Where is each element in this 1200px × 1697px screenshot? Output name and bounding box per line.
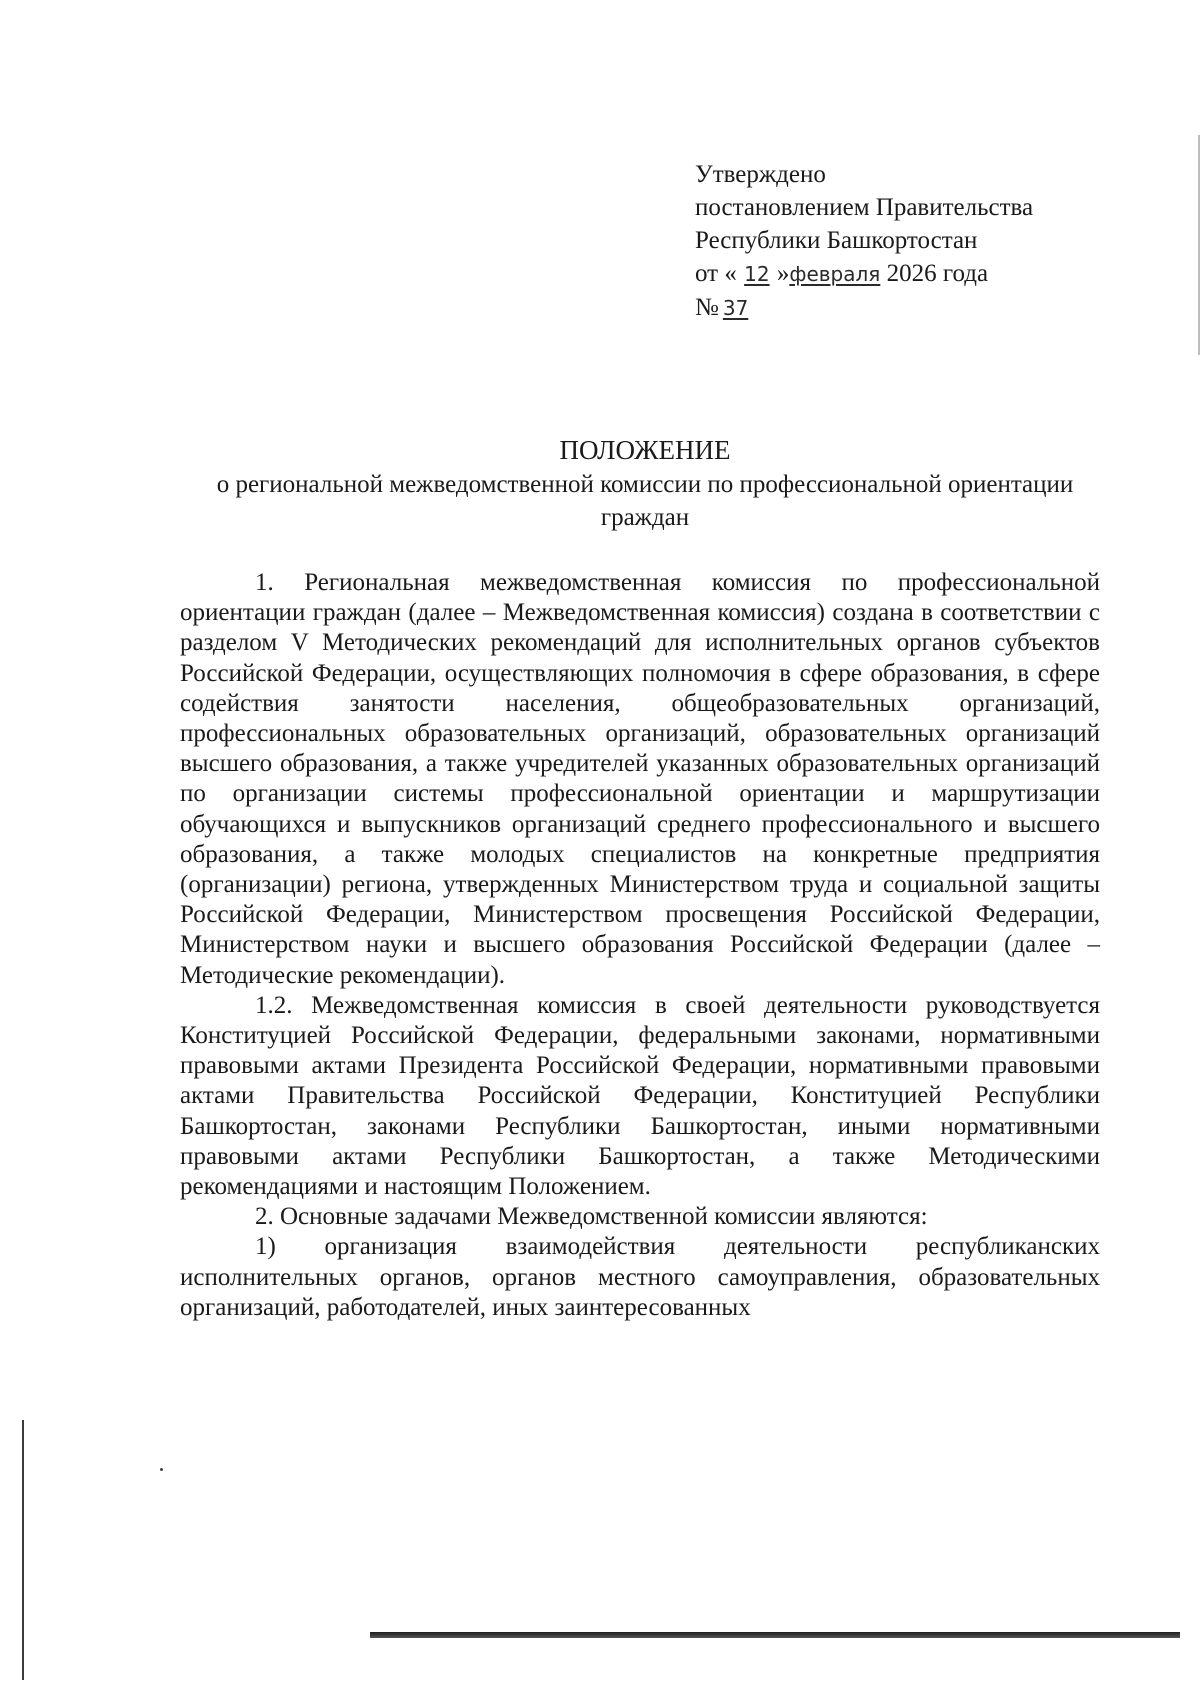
approval-line-resolution: постановлением Правительства	[695, 194, 1034, 221]
scan-speck	[160, 1468, 163, 1471]
approval-date-line	[695, 257, 1033, 291]
paragraph-1: 1. Региональная межведомственная комиссия по профессиональной ориентации граждан (далее – Межведомственная комиссия) создана в соответствии с разделом V Методических рекомендаций для исполнительных органов субъектов Российской Федерации, осуществляющих полномочия в сфере образования, в сфере содействия занятости населения, общеобразовательных организаций, профессиональных образовательных организаций, образовательных организаций высшего образования, а также учредителей указанных образовательных организаций по организации системы профессиональной ориентации и маршрутизации обучающихся и выпускников организаций среднего профессионального и высшего образования, а также молодых специалистов на конкретные предприятия (организации) региона, утвержденных Министерством труда и социальной защиты Российской Федерации, Министерством просвещения Российской Федерации, Министерством науки и высшего образования Российской Федерации (далее – Методические рекомендации).	[180, 569, 1100, 989]
number-value: 37	[722, 296, 749, 320]
date-prefix: от «	[695, 260, 737, 287]
date-separator: »	[776, 260, 790, 287]
document-subtitle: о региональной межведомственной комиссии по профессиональной ориентации граждан	[216, 471, 1074, 531]
date-month: февраля	[789, 262, 881, 286]
paragraph-2-1: 1) организация взаимодействия деятельности республиканских исполнительных органов, органов местного самоуправления, образовательных организаций, работодателей, иных заинтересованных	[180, 1233, 1100, 1321]
document-body	[180, 568, 1100, 1323]
paragraph-2: 2. Основные задачами Межведомственной комиссии являются:	[255, 1203, 928, 1231]
approval-line-approved: Утверждено	[695, 161, 826, 188]
date-day: 12	[744, 262, 770, 286]
document-heading	[180, 432, 1110, 534]
document-title: ПОЛОЖЕНИЕ	[559, 435, 731, 465]
date-suffix: 2026 года	[880, 260, 989, 287]
approval-number-line	[695, 291, 1033, 325]
approval-block	[695, 158, 1033, 325]
scan-border-bottom	[370, 1632, 1180, 1638]
number-prefix: №	[695, 294, 719, 321]
paragraph-1-2: 1.2. Межведомственная комиссия в своей деятельности руководствуется Конституцией Российской Федерации, федеральными законами, нормативными правовыми актами Президента Российской Федерации, нормативными правовыми актами Правительства Российской Федерации, Конституцией Республики Башкортостан, законами Республики Башкортостан, иными нормативными правовыми актами Республики Башкортостан, а также Методическими рекомендациями и настоящим Положением.	[180, 991, 1100, 1201]
scan-border-left	[22, 1420, 24, 1680]
approval-line-republic: Республики Башкортостан	[695, 227, 978, 254]
